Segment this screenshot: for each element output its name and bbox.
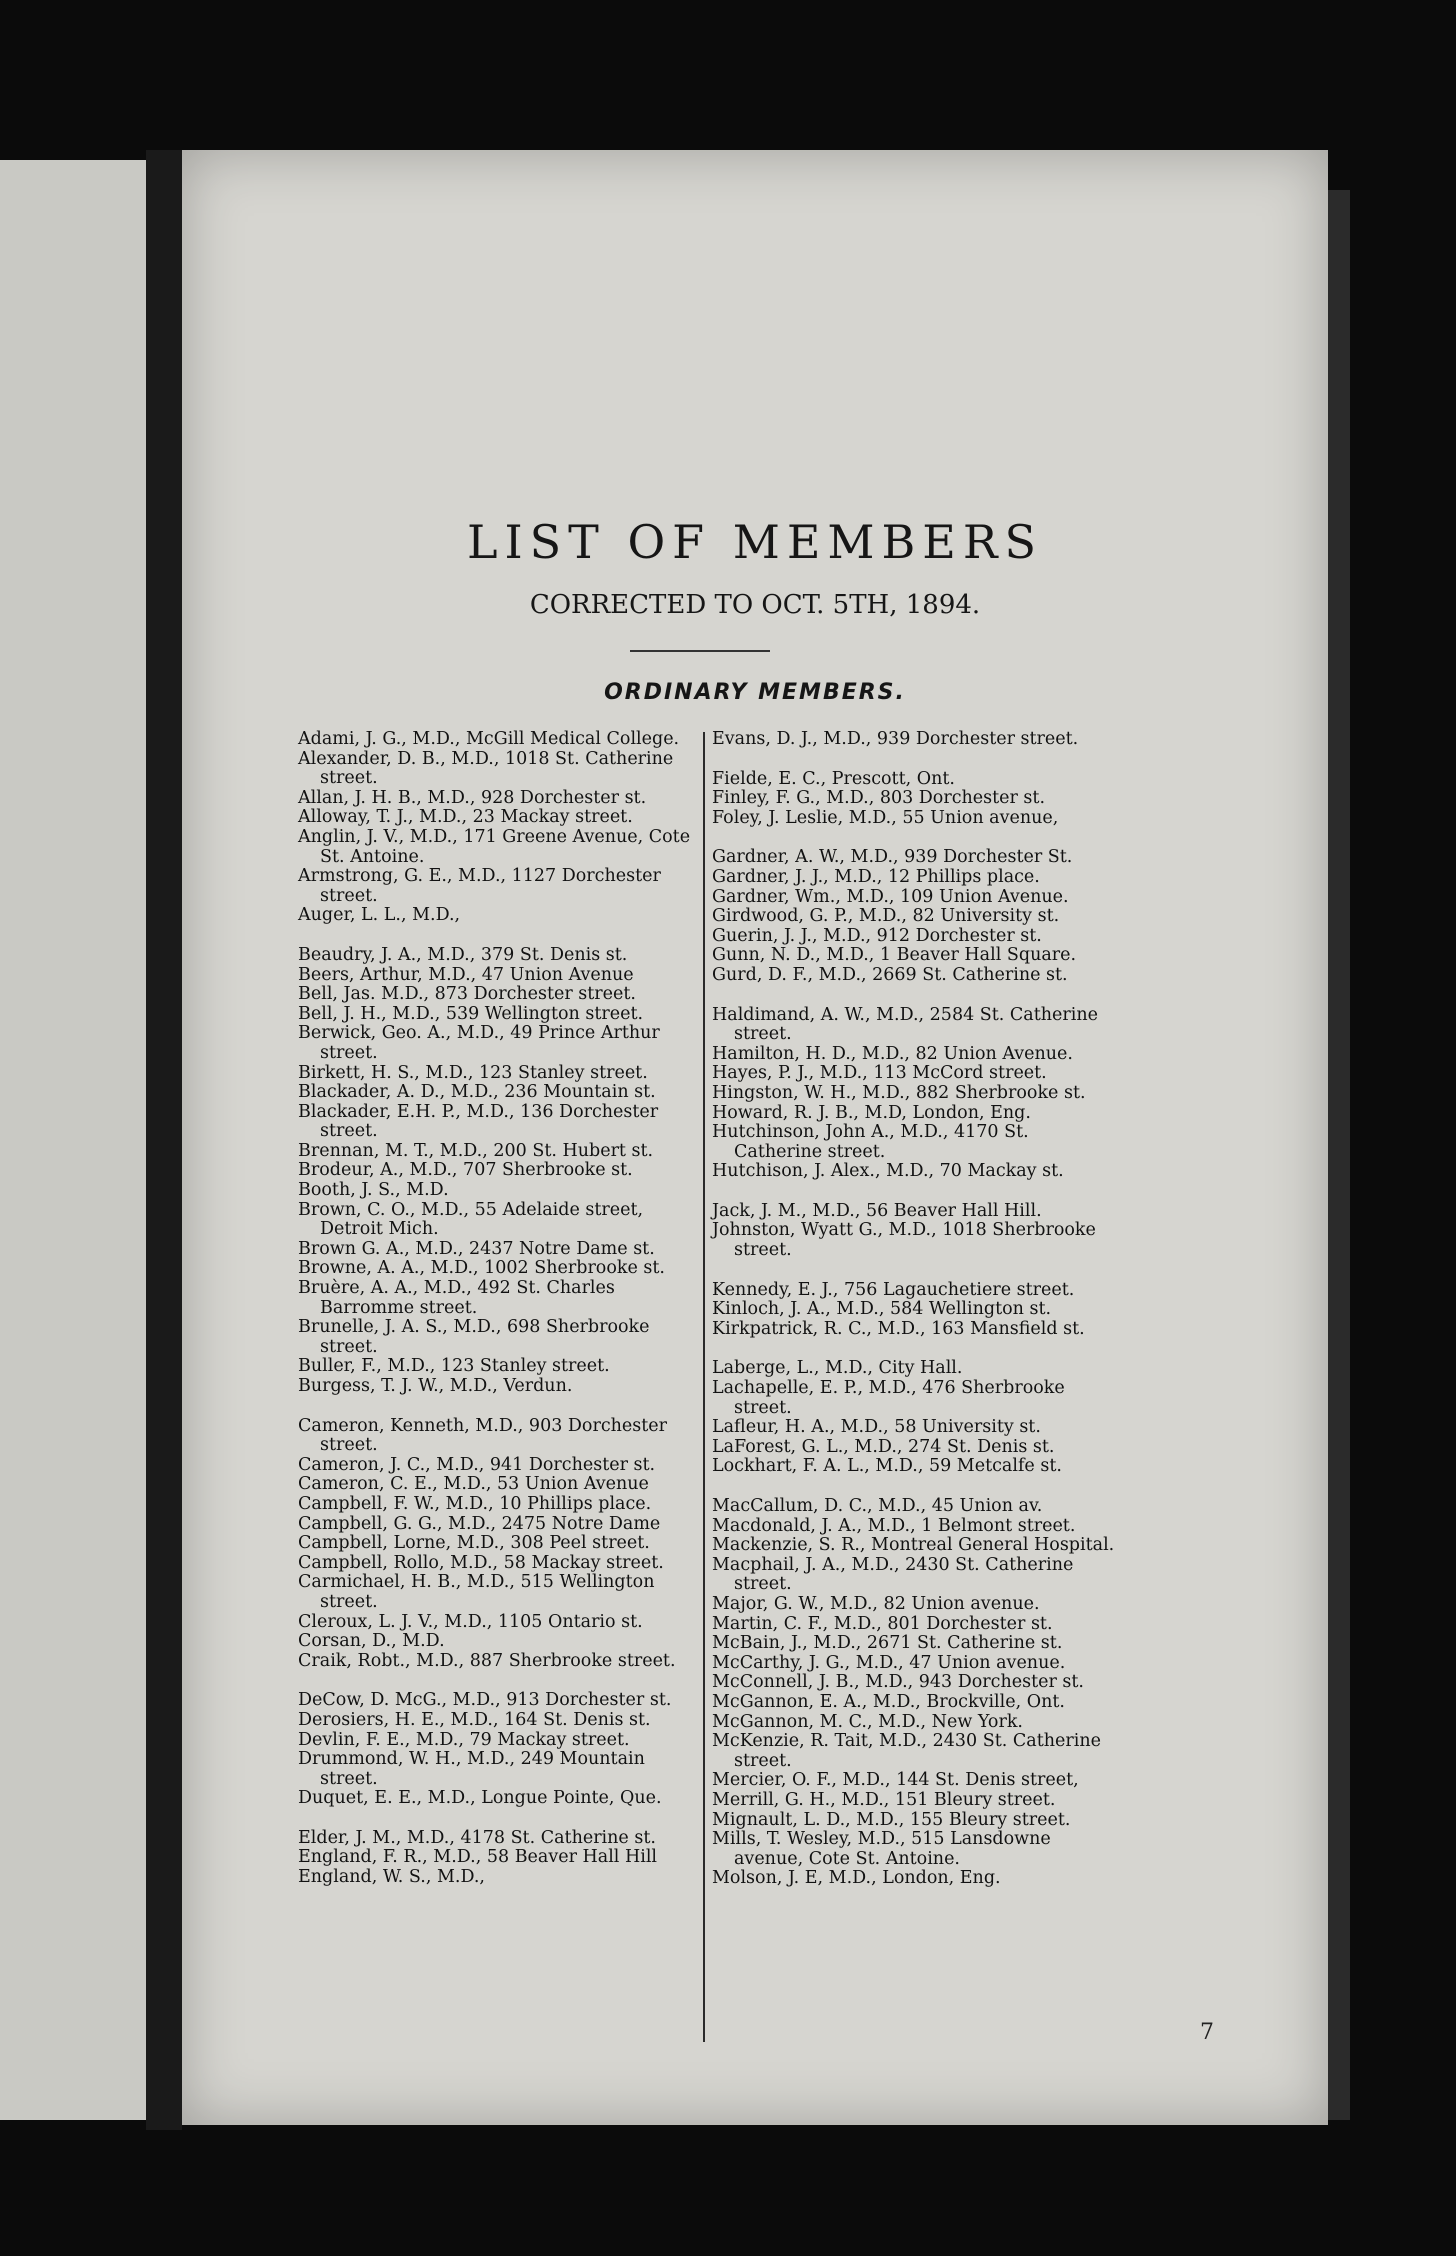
member-entry: Jack, J. M., M.D., 56 Beaver Hall Hill. (712, 1200, 1042, 1221)
member-entry: Johnston, Wyatt G., M.D., 1018 Sherbrooke street. (712, 1220, 1096, 1261)
member-entry: Gurd, D. F., M.D., 2669 St. Catherine st. (712, 964, 1068, 985)
member-entry: Bell, J. H., M.D., 539 Wellington street. (298, 1003, 644, 1024)
member-entry: Haldimand, A. W., M.D., 2584 St. Catherine street. (712, 1004, 1098, 1045)
member-entry: Macdonald, J. A., M.D., 1 Belmont street. (712, 1515, 1076, 1536)
member-entry: Bruère, A. A., M.D., 492 St. Charles Barromme street. (298, 1278, 615, 1318)
member-entry: Buller, F., M.D., 123 Stanley street. (298, 1356, 610, 1377)
member-entry: DeCow, D. McG., M.D., 913 Dorchester st. (298, 1690, 672, 1711)
member-entry: Lafleur, H. A., M.D., 58 University st. (712, 1417, 1041, 1438)
member-entry: Duquet, E. E., M.D., Longue Pointe, Que. (298, 1788, 662, 1809)
member-entry: Cleroux, L. J. V., M.D., 1105 Ontario st. (298, 1611, 643, 1632)
book-spine (146, 150, 182, 2130)
member-entry: Gardner, A. W., M.D., 939 Dorchester St. (712, 847, 1073, 868)
member-entry: Derosiers, H. E., M.D., 164 St. Denis st. (298, 1709, 651, 1730)
member-entry: LaForest, G. L., M.D., 274 St. Denis st. (712, 1436, 1055, 1457)
member-entry: McBain, J., M.D., 2671 St. Catherine st. (712, 1633, 1063, 1654)
member-entry: Carmichael, H. B., M.D., 515 Wellington street. (298, 1572, 655, 1612)
member-entry: McCarthy, J. G., M.D., 47 Union avenue. (712, 1652, 1066, 1673)
member-entry: Campbell, F. W., M.D., 10 Phillips place. (298, 1493, 652, 1514)
previous-page-edge (0, 160, 146, 2120)
member-entry: Gardner, Wm., M.D., 109 Union Avenue. (712, 886, 1069, 907)
member-entry: Blackader, E.H. P., M.D., 136 Dorchester street. (298, 1101, 659, 1142)
member-entry: Girdwood, G. P., M.D., 82 University st. (712, 906, 1060, 927)
member-entry: Hutchinson, John A., M.D., 4170 St. Catherine street. (712, 1122, 1029, 1162)
member-entry: Major, G. W., M.D., 82 Union avenue. (712, 1593, 1040, 1614)
page-title: LIST OF MEMBERS (466, 515, 1044, 569)
member-entry: Cameron, Kenneth, M.D., 903 Dorchester street. (298, 1415, 667, 1456)
column-divider (703, 732, 705, 2042)
member-entry: Mercier, O. F., M.D., 144 St. Denis street, (712, 1770, 1079, 1791)
member-entry: Brodeur, A., M.D., 707 Sherbrooke st. (298, 1160, 633, 1181)
member-entry: Brennan, M. T., M.D., 200 St. Hubert st. (298, 1140, 654, 1161)
member-entry: Bell, Jas. M.D., 873 Dorchester street. (298, 984, 636, 1005)
title-divider (630, 650, 770, 652)
member-entry: Fielde, E. C., Prescott, Ont. (712, 768, 955, 789)
member-entry: McKenzie, R. Tait, M.D., 2430 St. Catherine street. (712, 1731, 1101, 1771)
member-entry: Lockhart, F. A. L., M.D., 59 Metcalfe st. (712, 1456, 1062, 1477)
member-entry: Craik, Robt., M.D., 887 Sherbrooke street. (298, 1650, 676, 1671)
member-entry: Beers, Arthur, M.D., 47 Union Avenue (298, 964, 634, 985)
member-entry: Guerin, J. J., M.D., 912 Dorchester st. (712, 925, 1042, 946)
member-entry: Auger, L. L., M.D., (298, 905, 461, 926)
member-entry: Molson, J. E, M.D., London, Eng. (712, 1868, 1001, 1889)
member-entry: Berwick, Geo. A., M.D., 49 Prince Arthur street. (298, 1023, 660, 1063)
member-entry: Alexander, D. B., M.D., 1018 St. Catherine street. (298, 748, 674, 789)
member-entry: England, F. R., M.D., 58 Beaver Hall Hill (298, 1847, 658, 1868)
page-corner-mark: 7 (1200, 2020, 1214, 2045)
member-entry: Beaudry, J. A., M.D., 379 St. Denis st. (298, 944, 628, 965)
member-entry: McConnell, J. B., M.D., 943 Dorchester st. (712, 1672, 1084, 1693)
member-entry: Mills, T. Wesley, M.D., 515 Lansdowne avenue, Cote St. Antoine. (712, 1829, 1051, 1869)
member-entry: Campbell, G. G., M.D., 2475 Notre Dame (298, 1513, 661, 1534)
member-entry: Allan, J. H. B., M.D., 928 Dorchester st. (298, 787, 647, 808)
member-entry: Brown G. A., M.D., 2437 Notre Dame st. (298, 1238, 655, 1259)
member-entry: Cameron, J. C., M.D., 941 Dorchester st. (298, 1454, 656, 1475)
member-entry: Browne, A. A., M.D., 1002 Sherbrooke st. (298, 1258, 665, 1279)
member-entry: Merrill, G. H., M.D., 151 Bleury street. (712, 1789, 1056, 1810)
members-column-right (712, 730, 1122, 1889)
member-entry: Foley, J. Leslie, M.D., 55 Union avenue, (712, 807, 1059, 828)
member-entry: Burgess, T. J. W., M.D., Verdun. (298, 1376, 573, 1396)
page-edge-shadow (1328, 190, 1350, 2120)
member-entry: Hutchison, J. Alex., M.D., 70 Mackay st. (712, 1161, 1064, 1182)
member-entry: Evans, D. J., M.D., 939 Dorchester street. (712, 729, 1079, 749)
member-entry: Martin, C. F., M.D., 801 Dorchester st. (712, 1613, 1053, 1634)
member-entry: Birkett, H. S., M.D., 123 Stanley street. (298, 1062, 648, 1083)
member-entry: Kennedy, E. J., 756 Lagauchetiere street. (712, 1279, 1075, 1300)
member-entry: Adami, J. G., M.D., McGill Medical College. (298, 729, 680, 749)
member-entry: Campbell, Rollo, M.D., 58 Mackay street. (298, 1552, 664, 1573)
member-entry: Howard, R. J. B., M.D, London, Eng. (712, 1102, 1031, 1123)
member-entry: Mackenzie, S. R., Montreal General Hospital. (712, 1535, 1115, 1556)
members-column-left (298, 730, 708, 1888)
member-entry: Booth, J. S., M.D. (298, 1180, 449, 1201)
member-entry: Hamilton, H. D., M.D., 82 Union Avenue. (712, 1043, 1073, 1064)
member-entry: Brunelle, J. A. S., M.D., 698 Sherbrooke street. (298, 1317, 650, 1357)
member-entry: Cameron, C. E., M.D., 53 Union Avenue (298, 1474, 649, 1495)
member-entry: Kirkpatrick, R. C., M.D., 163 Mansfield st. (712, 1318, 1085, 1339)
member-entry: Laberge, L., M.D., City Hall. (712, 1358, 963, 1379)
member-entry: McGannon, E. A., M.D., Brockville, Ont. (712, 1691, 1065, 1712)
page-subtitle: CORRECTED TO OCT. 5TH, 1894. (529, 590, 981, 620)
member-entry: Mignault, L. D., M.D., 155 Bleury street. (712, 1809, 1071, 1830)
member-entry: Gunn, N. D., M.D., 1 Beaver Hall Square. (712, 945, 1077, 966)
member-entry: Macphail, J. A., M.D., 2430 St. Catherine street. (712, 1554, 1074, 1595)
member-entry: Hayes, P. J., M.D., 113 McCord street. (712, 1063, 1047, 1084)
member-entry: Corsan, D., M.D. (298, 1631, 445, 1652)
member-entry: Kinloch, J. A., M.D., 584 Wellington st. (712, 1299, 1052, 1320)
member-entry: Finley, F. G., M.D., 803 Dorchester st. (712, 788, 1046, 809)
member-entry: England, W. S., M.D., (298, 1867, 485, 1888)
member-entry: Devlin, F. E., M.D., 79 Mackay street. (298, 1729, 630, 1750)
member-entry: Drummond, W. H., M.D., 249 Mountain street. (298, 1749, 645, 1789)
member-entry: Blackader, A. D., M.D., 236 Mountain st. (298, 1082, 656, 1103)
member-entry: McGannon, M. C., M.D., New York. (712, 1711, 1023, 1732)
member-entry: Gardner, J. J., M.D., 12 Phillips place. (712, 866, 1040, 887)
member-entry: Elder, J. M., M.D., 4178 St. Catherine st. (298, 1827, 656, 1848)
member-entry: Alloway, T. J., M.D., 23 Mackay street. (298, 807, 633, 828)
member-entry: MacCallum, D. C., M.D., 45 Union av. (712, 1496, 1043, 1516)
document-page (182, 150, 1328, 2125)
member-entry: Brown, C. O., M.D., 55 Adelaide street, Detroit Mich. (298, 1199, 644, 1240)
member-entry: Anglin, J. V., M.D., 171 Greene Avenue, Cote St. Antoine. (298, 826, 691, 867)
member-entry: Hingston, W. H., M.D., 882 Sherbrooke st. (712, 1082, 1086, 1103)
section-heading: ORDINARY MEMBERS. (604, 680, 906, 705)
member-entry: Lachapelle, E. P., M.D., 476 Sherbrooke street. (712, 1378, 1065, 1418)
member-entry: Campbell, Lorne, M.D., 308 Peel street. (298, 1533, 650, 1554)
member-entry: Armstrong, G. E., M.D., 1127 Dorchester street. (298, 866, 661, 906)
